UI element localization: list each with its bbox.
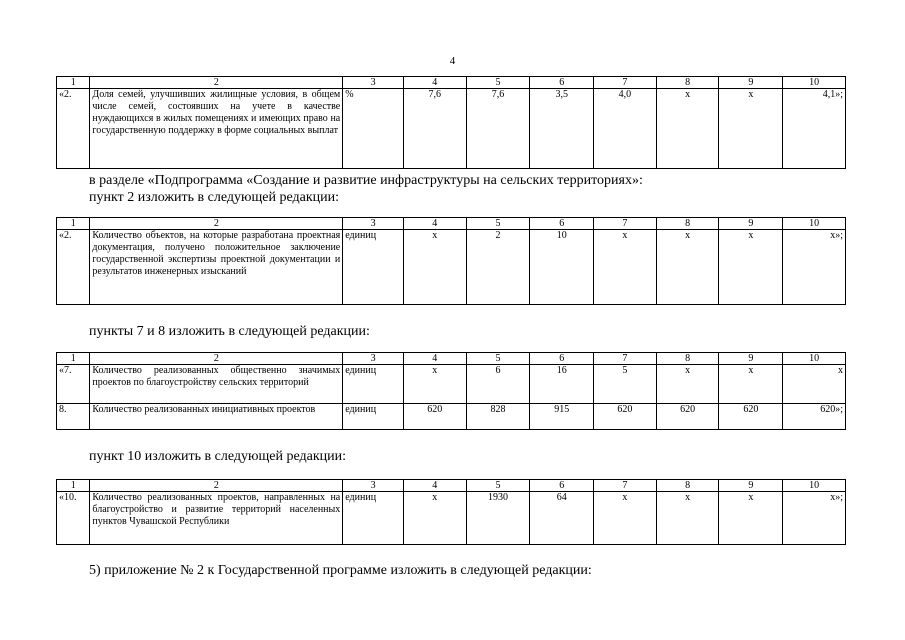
header-cell: 7 <box>594 480 657 492</box>
section-heading: в разделе «Подпрограмма «Создание и развитие инфраструктуры на сельских территориях»: <box>89 173 643 188</box>
table-1 <box>56 76 846 169</box>
col-indicator-name: Количество реализованных общественно значимых проектов по благоустройству сельских территорий <box>90 365 343 404</box>
header-cell: 8 <box>656 77 719 89</box>
paragraph-item-2: пункт 2 изложить в следующей редакции: <box>89 190 339 205</box>
header-cell: 4 <box>403 77 466 89</box>
header-cell: 4 <box>403 353 466 365</box>
header-cell: 1 <box>57 77 90 89</box>
header-cell: 9 <box>719 353 783 365</box>
col-year-3: 64 <box>530 492 594 545</box>
col-number: «10. <box>57 492 90 545</box>
header-cell: 7 <box>594 77 657 89</box>
col-year-1: х <box>403 230 466 305</box>
col-indicator-name: Количество реализованных проектов, направленных на благоустройство и развитие территорий населенных пунктов Чувашской Республики <box>90 492 343 545</box>
col-unit: единиц <box>343 404 404 430</box>
table-2 <box>56 217 846 305</box>
col-year-2: 2 <box>466 230 530 305</box>
col-number: «2. <box>57 230 90 305</box>
header-cell: 3 <box>343 353 404 365</box>
table-row <box>57 365 846 404</box>
col-year-1: х <box>403 365 466 404</box>
header-cell: 8 <box>656 218 719 230</box>
col-year-4: 620 <box>594 404 657 430</box>
col-indicator-name: Количество реализованных инициативных проектов <box>90 404 343 430</box>
col-year-3: 10 <box>530 230 594 305</box>
table-header-row <box>57 77 846 89</box>
col-year-2: 1930 <box>466 492 530 545</box>
header-cell: 8 <box>656 353 719 365</box>
page-number: 4 <box>449 55 456 67</box>
header-cell: 6 <box>530 218 594 230</box>
header-cell: 3 <box>343 77 404 89</box>
table-row <box>57 492 846 545</box>
table-row <box>57 89 846 169</box>
header-cell: 2 <box>90 480 343 492</box>
col-year-6: х <box>719 89 783 169</box>
col-year-5: х <box>656 365 719 404</box>
header-cell: 7 <box>594 218 657 230</box>
header-cell: 10 <box>783 218 846 230</box>
col-number: «7. <box>57 365 90 404</box>
header-cell: 5 <box>466 480 530 492</box>
paragraph-appendix-2: 5) приложение № 2 к Государственной программе изложить в следующей редакции: <box>89 563 592 578</box>
col-unit: единиц <box>343 492 404 545</box>
col-year-5: х <box>656 492 719 545</box>
paragraph-items-7-8: пункты 7 и 8 изложить в следующей редакции: <box>89 324 370 339</box>
paragraph-item-10: пункт 10 изложить в следующей редакции: <box>89 449 346 464</box>
header-cell: 5 <box>466 353 530 365</box>
col-number: 8. <box>57 404 90 430</box>
header-cell: 3 <box>343 218 404 230</box>
col-year-3: 16 <box>530 365 594 404</box>
col-year-7: 620»; <box>783 404 846 430</box>
col-year-5: х <box>656 230 719 305</box>
col-year-5: х <box>656 89 719 169</box>
header-cell: 8 <box>656 480 719 492</box>
header-cell: 10 <box>783 353 846 365</box>
col-indicator-name: Количество объектов, на которые разработана проектная документация, получено положительное заключение государственной экспертизы проектной документации и результатов инженерных изысканий <box>90 230 343 305</box>
col-year-4: х <box>594 230 657 305</box>
col-year-7: х»; <box>783 230 846 305</box>
header-cell: 9 <box>719 480 783 492</box>
col-year-1: 7,6 <box>403 89 466 169</box>
table-header-row <box>57 353 846 365</box>
header-cell: 10 <box>783 480 846 492</box>
col-year-1: х <box>403 492 466 545</box>
col-year-4: х <box>594 492 657 545</box>
col-year-5: 620 <box>656 404 719 430</box>
table-4 <box>56 479 846 545</box>
col-unit: единиц <box>343 230 404 305</box>
header-cell: 4 <box>403 218 466 230</box>
header-cell: 4 <box>403 480 466 492</box>
header-cell: 10 <box>783 77 846 89</box>
col-year-3: 915 <box>530 404 594 430</box>
col-year-7: х»; <box>783 492 846 545</box>
table-3 <box>56 352 846 430</box>
table-row <box>57 404 846 430</box>
col-unit: единиц <box>343 365 404 404</box>
header-cell: 1 <box>57 353 90 365</box>
col-year-2: 6 <box>466 365 530 404</box>
header-cell: 7 <box>594 353 657 365</box>
header-cell: 6 <box>530 480 594 492</box>
col-indicator-name: Доля семей, улучшивших жилищные условия, в общем числе семей, состоявших на учете в качестве нуждающихся в жилых помещениях и имеющих право на государственную поддержку в форме социальных выплат <box>90 89 343 169</box>
col-year-4: 5 <box>594 365 657 404</box>
header-cell: 5 <box>466 218 530 230</box>
header-cell: 6 <box>530 77 594 89</box>
col-year-7: х <box>783 365 846 404</box>
header-cell: 3 <box>343 480 404 492</box>
header-cell: 2 <box>90 77 343 89</box>
header-cell: 1 <box>57 480 90 492</box>
header-cell: 2 <box>90 218 343 230</box>
col-year-3: 3,5 <box>530 89 594 169</box>
table-header-row <box>57 218 846 230</box>
col-year-2: 7,6 <box>466 89 530 169</box>
col-unit: % <box>343 89 404 169</box>
col-year-7: 4,1»; <box>783 89 846 169</box>
header-cell: 9 <box>719 77 783 89</box>
col-year-1: 620 <box>403 404 466 430</box>
col-year-6: х <box>719 230 783 305</box>
table-row <box>57 230 846 305</box>
header-cell: 1 <box>57 218 90 230</box>
col-year-4: 4,0 <box>594 89 657 169</box>
col-year-6: х <box>719 365 783 404</box>
col-year-6: х <box>719 492 783 545</box>
col-number: «2. <box>57 89 90 169</box>
table-header-row <box>57 480 846 492</box>
header-cell: 2 <box>90 353 343 365</box>
header-cell: 6 <box>530 353 594 365</box>
col-year-2: 828 <box>466 404 530 430</box>
header-cell: 9 <box>719 218 783 230</box>
col-year-6: 620 <box>719 404 783 430</box>
header-cell: 5 <box>466 77 530 89</box>
